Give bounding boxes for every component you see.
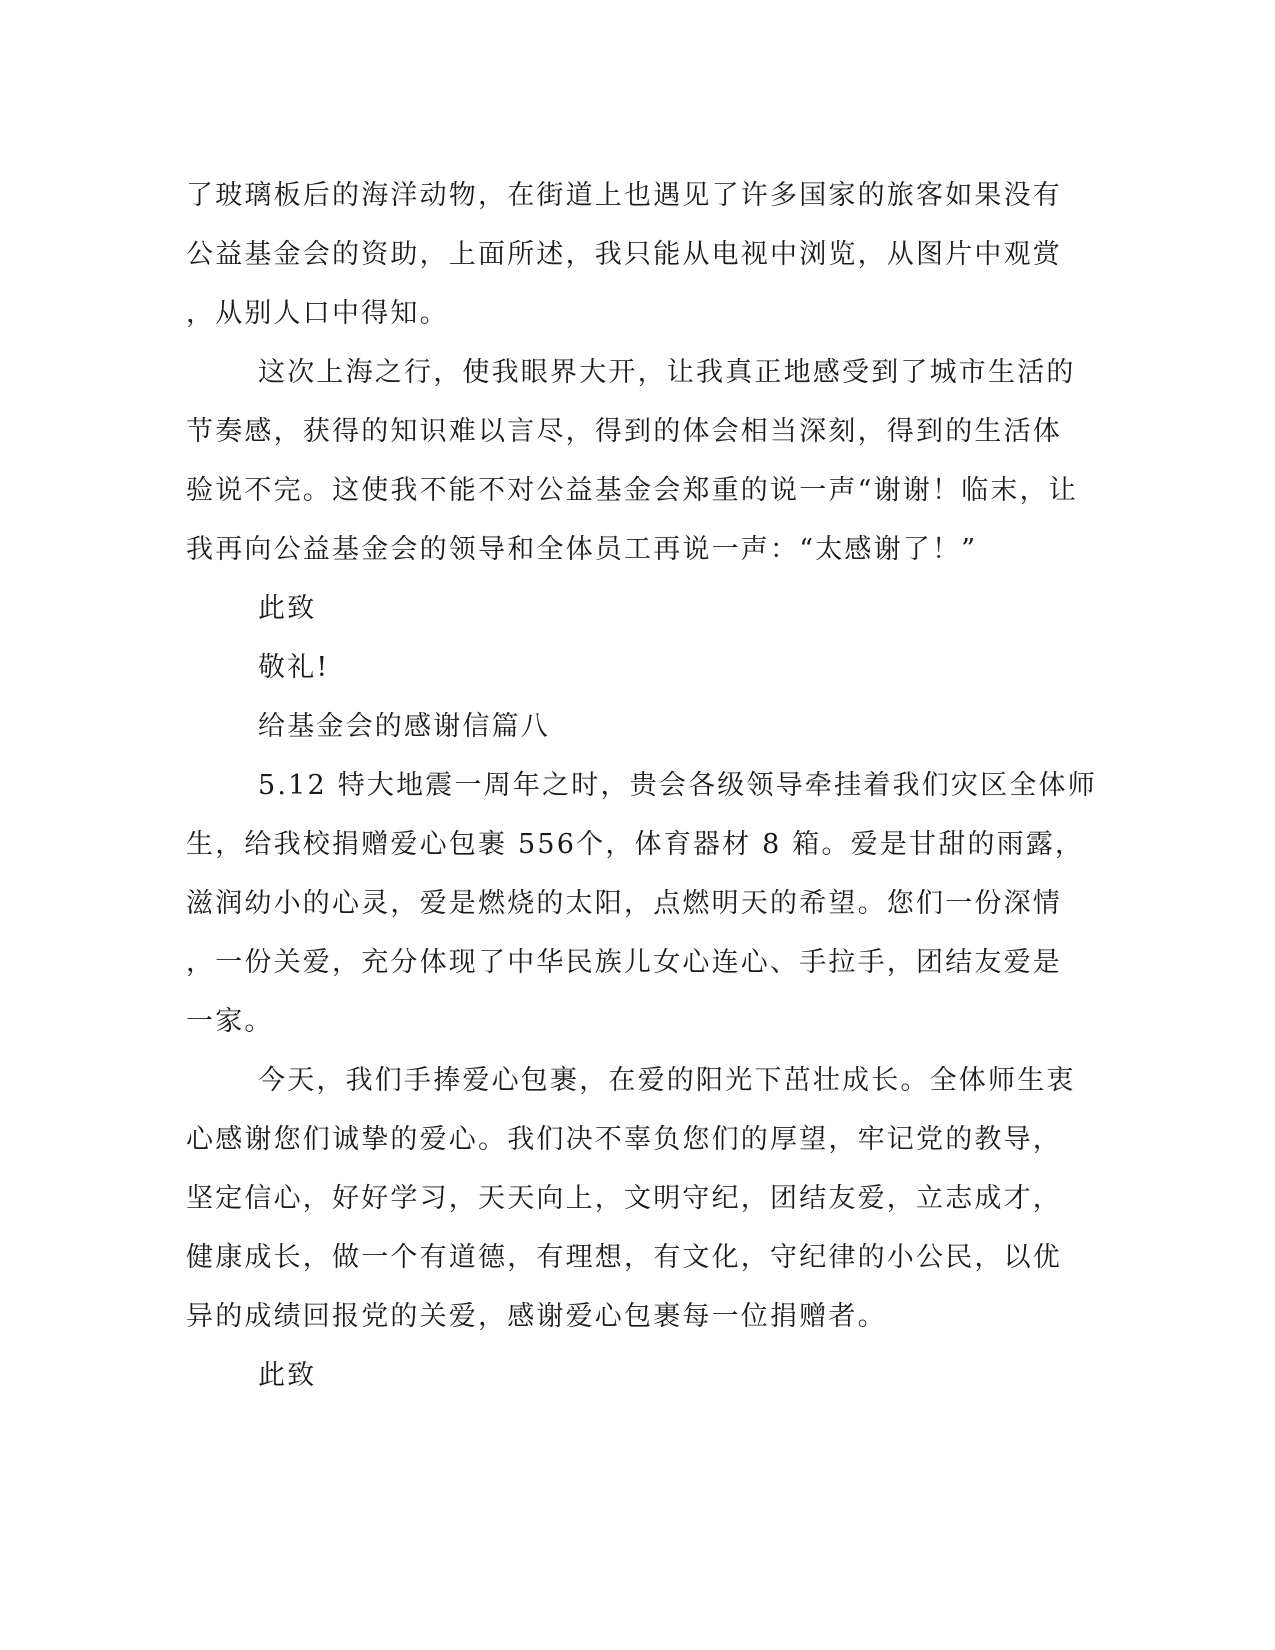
text-line: 敬礼! [258,652,330,683]
text-line: 滋润幼小的心灵，爱是燃烧的太阳，点燃明天的希望。您们一份深情 [186,888,1062,919]
text-line: 心感谢您们诚挚的爱心。我们决不辜负您们的厚望，牢记党的教导， [186,1124,1062,1155]
text-line: 公益基金会的资助，上面所述，我只能从电视中浏览，从图片中观赏 [186,239,1062,270]
text-line: ，一份关爱，充分体现了中华民族儿女心连心、手拉手，团结友爱是 [186,947,1062,978]
text-line: 生，给我校捐赠爱心包裹 556个，体育器材 8 箱。爱是甘甜的雨露， [186,829,1085,860]
text-line: 此致 [258,1360,317,1391]
text-line: 了玻璃板后的海洋动物，在街道上也遇见了许多国家的旅客如果没有 [186,180,1062,211]
text-line: 异的成绩回报党的关爱，感谢爱心包裹每一位捐赠者。 [186,1301,887,1332]
text-line: 这次上海之行，使我眼界大开，让我真正地感受到了城市生活的 [258,357,1076,388]
letter-body [186,166,1097,1405]
text-line: 5.12 特大地震一周年之时，贵会各级领导牵挂着我们灾区全体师 [258,770,1097,801]
text-line: 我再向公益基金会的领导和全体员工再说一声：“太感谢了！” [186,534,978,565]
text-line: 坚定信心，好好学习，天天向上，文明守纪，团结友爱，立志成才， [186,1183,1062,1214]
text-line: ，从别人口中得知。 [186,298,449,329]
text-line: 一家。 [186,1006,274,1037]
text-line: 健康成长，做一个有道德，有理想，有文化，守纪律的小公民，以优 [186,1242,1062,1273]
text-line: 节奏感，获得的知识难以言尽，得到的体会相当深刻，得到的生活体 [186,416,1062,447]
text-line: 给基金会的感谢信篇八 [258,711,550,742]
text-line: 此致 [258,593,317,624]
text-line: 今天，我们手捧爱心包裹，在爱的阳光下茁壮成长。全体师生衷 [258,1065,1076,1096]
text-line: 验说不完。这使我不能不对公益基金会郑重的说一声“谢谢！临末，让 [186,475,1079,506]
